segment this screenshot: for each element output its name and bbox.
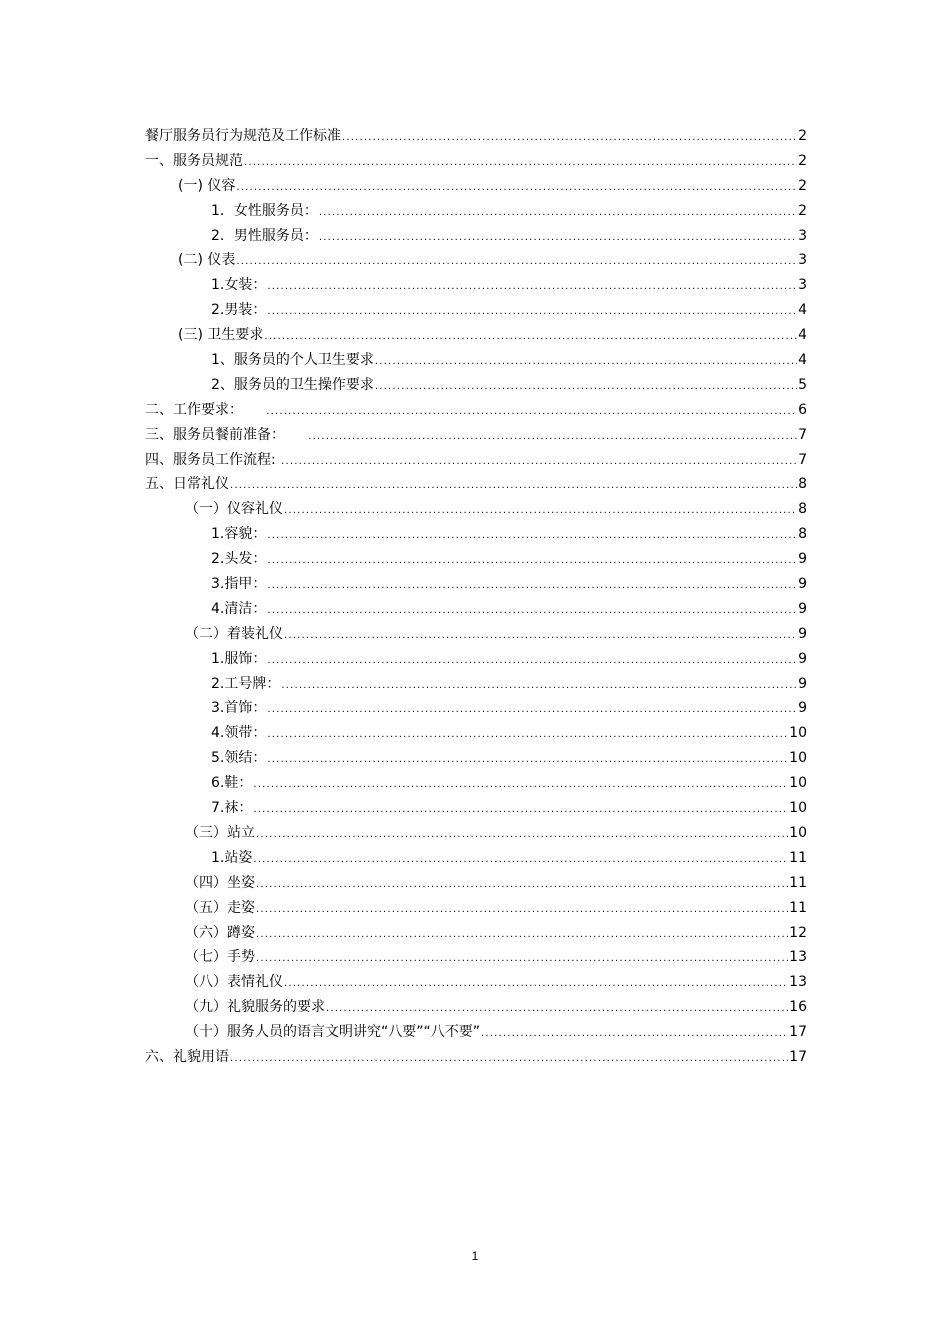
- toc-dot-leader: [267, 748, 788, 773]
- toc-entry[interactable]: [145, 448, 807, 473]
- toc-entry[interactable]: [145, 970, 807, 995]
- toc-entry-page-number: 11: [789, 899, 807, 916]
- toc-dot-leader: [284, 499, 797, 524]
- toc-entry-title: （五）走姿: [185, 899, 255, 916]
- toc-entry-title: 五、日常礼仪: [145, 476, 229, 493]
- toc-entry-title: 四、服务员工作流程:: [145, 451, 281, 468]
- toc-entry[interactable]: [145, 224, 807, 249]
- toc-entry-title: （二）着装礼仪: [185, 625, 283, 642]
- toc-entry-page-number: 5: [798, 376, 807, 393]
- toc-entry[interactable]: [145, 771, 807, 796]
- toc-dot-leader: [267, 524, 797, 549]
- toc-dot-leader: [267, 574, 797, 599]
- toc-entry-page-number: 9: [798, 576, 807, 593]
- toc-entry-page-number: 2: [798, 202, 807, 219]
- toc-entry-title: 7.袜：: [211, 800, 253, 817]
- toc-entry[interactable]: [145, 721, 807, 746]
- toc-entry[interactable]: [145, 373, 807, 398]
- toc-dot-leader: [256, 923, 788, 948]
- toc-entry[interactable]: [145, 821, 807, 846]
- toc-dot-leader: [281, 450, 797, 475]
- toc-entry-page-number: 7: [798, 426, 807, 443]
- toc-entry-page-number: 4: [798, 352, 807, 369]
- toc-dot-leader: [375, 350, 797, 375]
- toc-dot-leader: [256, 947, 788, 972]
- toc-entry-page-number: 10: [789, 800, 807, 817]
- toc-entry-title: （三）站立: [185, 824, 255, 841]
- toc-dot-leader: [266, 400, 797, 425]
- toc-dot-leader: [253, 773, 788, 798]
- toc-dot-leader: [319, 226, 797, 251]
- toc-entry[interactable]: [145, 273, 807, 298]
- toc-entry[interactable]: [145, 149, 807, 174]
- toc-entry-page-number: 9: [798, 650, 807, 667]
- page-number: 1: [471, 1249, 479, 1263]
- toc-entry[interactable]: [145, 896, 807, 921]
- toc-dot-leader: [230, 474, 797, 499]
- toc-entry-page-number: 8: [798, 526, 807, 543]
- toc-entry[interactable]: [145, 871, 807, 896]
- toc-entry-page-number: 9: [798, 600, 807, 617]
- toc-dot-leader: [267, 599, 797, 624]
- toc-entry-page-number: 3: [798, 252, 807, 269]
- toc-dot-leader: [256, 898, 788, 923]
- toc-entry-page-number: 2: [798, 177, 807, 194]
- toc-entry-page-number: 3: [798, 227, 807, 244]
- toc-entry-page-number: 9: [798, 625, 807, 642]
- toc-dot-leader: [342, 126, 797, 151]
- toc-entry-title: (二) 仪表: [178, 252, 236, 269]
- toc-entry-title: （一）仪容礼仪: [185, 501, 283, 518]
- toc-entry[interactable]: [145, 846, 807, 871]
- toc-entry-page-number: 2: [798, 128, 807, 144]
- toc-entry-title: （四）坐姿: [185, 874, 255, 891]
- toc-dot-leader: [230, 1047, 788, 1072]
- toc-entry-title: 2.工号牌：: [211, 675, 281, 692]
- toc-entry-page-number: 16: [789, 999, 807, 1016]
- toc-entry-page-number: 17: [789, 1048, 807, 1065]
- toc-entry[interactable]: [145, 547, 807, 572]
- toc-dot-leader: [326, 997, 788, 1022]
- toc-entry-title: 4.领带：: [211, 725, 267, 742]
- toc-dot-leader: [281, 674, 797, 699]
- toc-entry-page-number: 10: [789, 775, 807, 792]
- toc-dot-leader: [375, 375, 797, 400]
- toc-entry[interactable]: [145, 696, 807, 721]
- toc-entry-title: 一、服务员规范: [145, 152, 243, 169]
- toc-entry[interactable]: [145, 746, 807, 771]
- toc-entry-page-number: 11: [789, 849, 807, 866]
- toc-entry[interactable]: [145, 572, 807, 597]
- toc-entry[interactable]: [145, 597, 807, 622]
- toc-entry-title: 4.清洁：: [211, 600, 267, 617]
- toc-entry-page-number: 10: [789, 725, 807, 742]
- toc-entry-title: 三、服务员餐前准备：: [145, 426, 308, 443]
- toc-dot-leader: [253, 848, 788, 873]
- toc-entry-page-number: 9: [798, 675, 807, 692]
- toc-entry[interactable]: [145, 1045, 807, 1070]
- toc-entry[interactable]: [145, 995, 807, 1020]
- toc-dot-leader: [267, 649, 797, 674]
- table-of-contents: [145, 124, 807, 1070]
- toc-dot-leader: [264, 325, 797, 350]
- toc-dot-leader: [256, 823, 788, 848]
- toc-entry-title: 2.男装：: [211, 302, 267, 319]
- toc-entry[interactable]: [145, 921, 807, 946]
- toc-entry[interactable]: [145, 1020, 807, 1045]
- toc-entry-title: (三) 卫生要求: [178, 327, 264, 344]
- toc-entry[interactable]: [145, 174, 807, 199]
- toc-dot-leader: [267, 275, 797, 300]
- toc-entry-page-number: 17: [789, 1024, 807, 1041]
- toc-entry-page-number: 7: [798, 451, 807, 468]
- toc-entry[interactable]: [145, 796, 807, 821]
- toc-entry-title: 5.领结：: [211, 750, 267, 767]
- toc-entry[interactable]: [145, 398, 807, 423]
- toc-entry-title: 2、服务员的卫生操作要求: [211, 376, 374, 393]
- toc-entry-title: （八）表情礼仪: [185, 974, 283, 991]
- toc-entry-title: 餐厅服务员行为规范及工作标准: [145, 128, 341, 144]
- toc-entry[interactable]: [145, 248, 807, 273]
- toc-entry[interactable]: [145, 348, 807, 373]
- toc-entry[interactable]: [145, 647, 807, 672]
- toc-entry-page-number: 6: [798, 401, 807, 418]
- toc-entry-page-number: 13: [789, 974, 807, 991]
- toc-entry-title: （七）手势: [185, 949, 255, 966]
- toc-dot-leader: [236, 176, 797, 201]
- toc-entry-title: 1．女性服务员：: [211, 202, 318, 219]
- toc-entry-page-number: 9: [798, 551, 807, 568]
- toc-dot-leader: [267, 698, 797, 723]
- toc-entry-page-number: 4: [798, 302, 807, 319]
- toc-dot-leader: [267, 549, 797, 574]
- toc-entry-title: 1、服务员的个人卫生要求: [211, 352, 374, 369]
- toc-entry-title: 1.站姿: [211, 849, 253, 866]
- toc-entry-page-number: 10: [789, 824, 807, 841]
- toc-dot-leader: [236, 250, 797, 275]
- toc-entry-title: （十）服务人员的语言文明讲究“八要”“八不要”: [185, 1024, 481, 1041]
- toc-entry-page-number: 3: [798, 277, 807, 294]
- toc-entry[interactable]: [145, 497, 807, 522]
- toc-entry-title: 6.鞋：: [211, 775, 253, 792]
- toc-entry-title: 六、礼貌用语: [145, 1048, 229, 1065]
- toc-dot-leader: [253, 798, 788, 823]
- toc-entry-page-number: 11: [789, 874, 807, 891]
- toc-entry-title: （九）礼貌服务的要求: [185, 999, 325, 1016]
- toc-entry-page-number: 2: [798, 152, 807, 169]
- toc-entry-page-number: 8: [798, 476, 807, 493]
- toc-dot-leader: [481, 1022, 788, 1047]
- toc-dot-leader: [284, 972, 788, 997]
- toc-dot-leader: [284, 624, 797, 649]
- toc-entry-title: 3.首饰：: [211, 700, 267, 717]
- toc-entry-page-number: 8: [798, 501, 807, 518]
- toc-entry-title: (一) 仪容: [178, 177, 236, 194]
- toc-dot-leader: [267, 300, 797, 325]
- toc-entry-page-number: 12: [789, 924, 807, 941]
- toc-entry[interactable]: [145, 672, 807, 697]
- toc-dot-leader: [267, 723, 788, 748]
- toc-entry[interactable]: [145, 323, 807, 348]
- toc-entry[interactable]: [145, 298, 807, 323]
- toc-entry[interactable]: [145, 945, 807, 970]
- toc-entry-title: 3.指甲：: [211, 576, 267, 593]
- toc-entry-title: 1.容貌：: [211, 526, 267, 543]
- toc-dot-leader: [256, 873, 788, 898]
- toc-entry-title: （六）蹲姿: [185, 924, 255, 941]
- toc-entry-page-number: 9: [798, 700, 807, 717]
- toc-entry[interactable]: [145, 522, 807, 547]
- toc-entry[interactable]: [145, 622, 807, 647]
- toc-entry-title: 1.女装：: [211, 277, 267, 294]
- toc-entry-page-number: 4: [798, 327, 807, 344]
- toc-entry[interactable]: [145, 199, 807, 224]
- toc-entry[interactable]: [145, 124, 807, 149]
- toc-entry[interactable]: [145, 472, 807, 497]
- toc-dot-leader: [244, 151, 797, 176]
- toc-dot-leader: [319, 201, 797, 226]
- toc-dot-leader: [308, 425, 797, 450]
- toc-entry-page-number: 10: [789, 750, 807, 767]
- toc-entry-title: 2．男性服务员：: [211, 227, 318, 244]
- toc-entry-page-number: 13: [789, 949, 807, 966]
- toc-entry[interactable]: [145, 423, 807, 448]
- toc-entry-title: 二、工作要求：: [145, 401, 266, 418]
- toc-entry-title: 1.服饰：: [211, 650, 267, 667]
- toc-entry-title: 2.头发：: [211, 551, 267, 568]
